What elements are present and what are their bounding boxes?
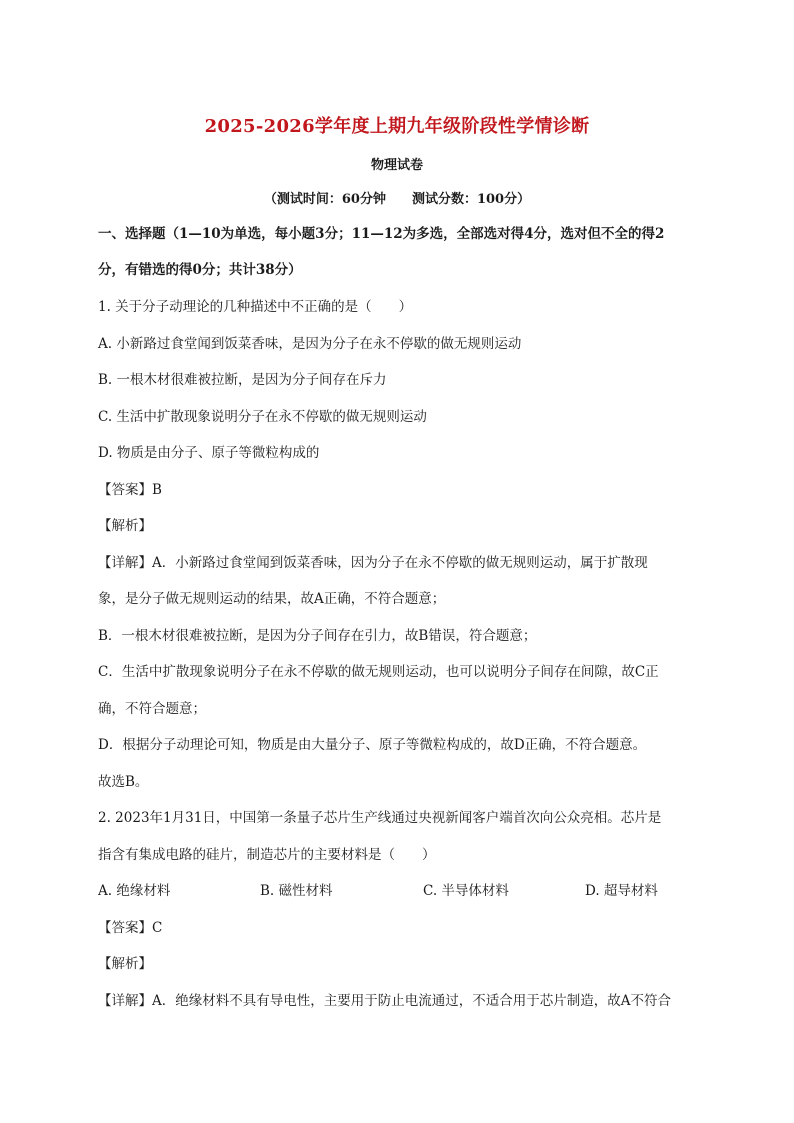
question-2-detail-line: 【详解】A．绝缘材料不具有导电性，主要用于防止电流通过，不适合用于芯片制造，故A不符合: [98, 993, 671, 1009]
question-1-stem: 1. 关于分子动理论的几种描述中不正确的是（ ）: [98, 299, 413, 315]
question-1-option-a: A. 小新路过食堂闻到饭菜香味，是因为分子在永不停歇的做无规则运动: [98, 336, 522, 352]
question-2-option-c: C. 半导体材料: [423, 883, 509, 899]
question-1-detail-line: 象，是分子做无规则运动的结果，故A正确，不符合题意；: [98, 591, 446, 607]
question-1-analysis-label: 【解析】: [98, 518, 152, 534]
question-2-option-a: A. 绝缘材料: [98, 883, 171, 899]
question-1-option-b: B. 一根木材很难被拉断，是因为分子间存在斥力: [98, 372, 387, 388]
question-2-answer: 【答案】C: [98, 920, 163, 936]
question-1-detail-line: 确，不符合题意；: [98, 701, 206, 717]
question-1-detail-line: 【详解】A．小新路过食堂闻到饭菜香味，因为分子在永不停歇的做无规则运动，属于扩散现: [98, 555, 648, 571]
exam-meta: （测试时间：60分钟 测试分数：100分）: [263, 192, 531, 207]
question-1-option-d: D. 物质是由分子、原子等微粒构成的: [98, 445, 320, 461]
question-1-answer: 【答案】B: [98, 482, 162, 498]
question-2-analysis-label: 【解析】: [98, 956, 152, 972]
question-2-option-b: B. 磁性材料: [260, 883, 333, 899]
question-1-detail-line: C．生活中扩散现象说明分子在永不停歇的做无规则运动，也可以说明分子间存在间隙，故C正: [98, 664, 659, 680]
section-heading-cont: 分，有错选的得0分；共计38分）: [98, 262, 302, 278]
question-1-option-c: C. 生活中扩散现象说明分子在永不停歇的做无规则运动: [98, 409, 427, 425]
section-heading: 一、选择题（1—10为单选，每小题3分；11—12为多选，全部选对得4分，选对但不全的得2: [98, 226, 665, 242]
question-2-option-d: D. 超导材料: [585, 883, 658, 899]
question-2-stem: 2. 2023年1月31日，中国第一条量子芯片生产线通过央视新闻客户端首次向公众亮相。芯片是: [98, 810, 662, 826]
question-1-detail-line: D．根据分子动理论可知，物质是由大量分子、原子等微粒构成的，故D正确，不符合题意。: [98, 737, 647, 753]
exam-subject: 物理试卷: [370, 158, 423, 173]
question-1-detail-line: B．一根木材很难被拉断，是因为分子间存在引力，故B错误，符合题意；: [98, 628, 537, 644]
question-1-conclusion: 故选B。: [98, 774, 149, 790]
question-2-stem-cont: 指含有集成电路的硅片，制造芯片的主要材料是（ ）: [98, 847, 436, 863]
page-title: 2025-2026学年度上期九年级阶段性学情诊断: [204, 116, 590, 137]
